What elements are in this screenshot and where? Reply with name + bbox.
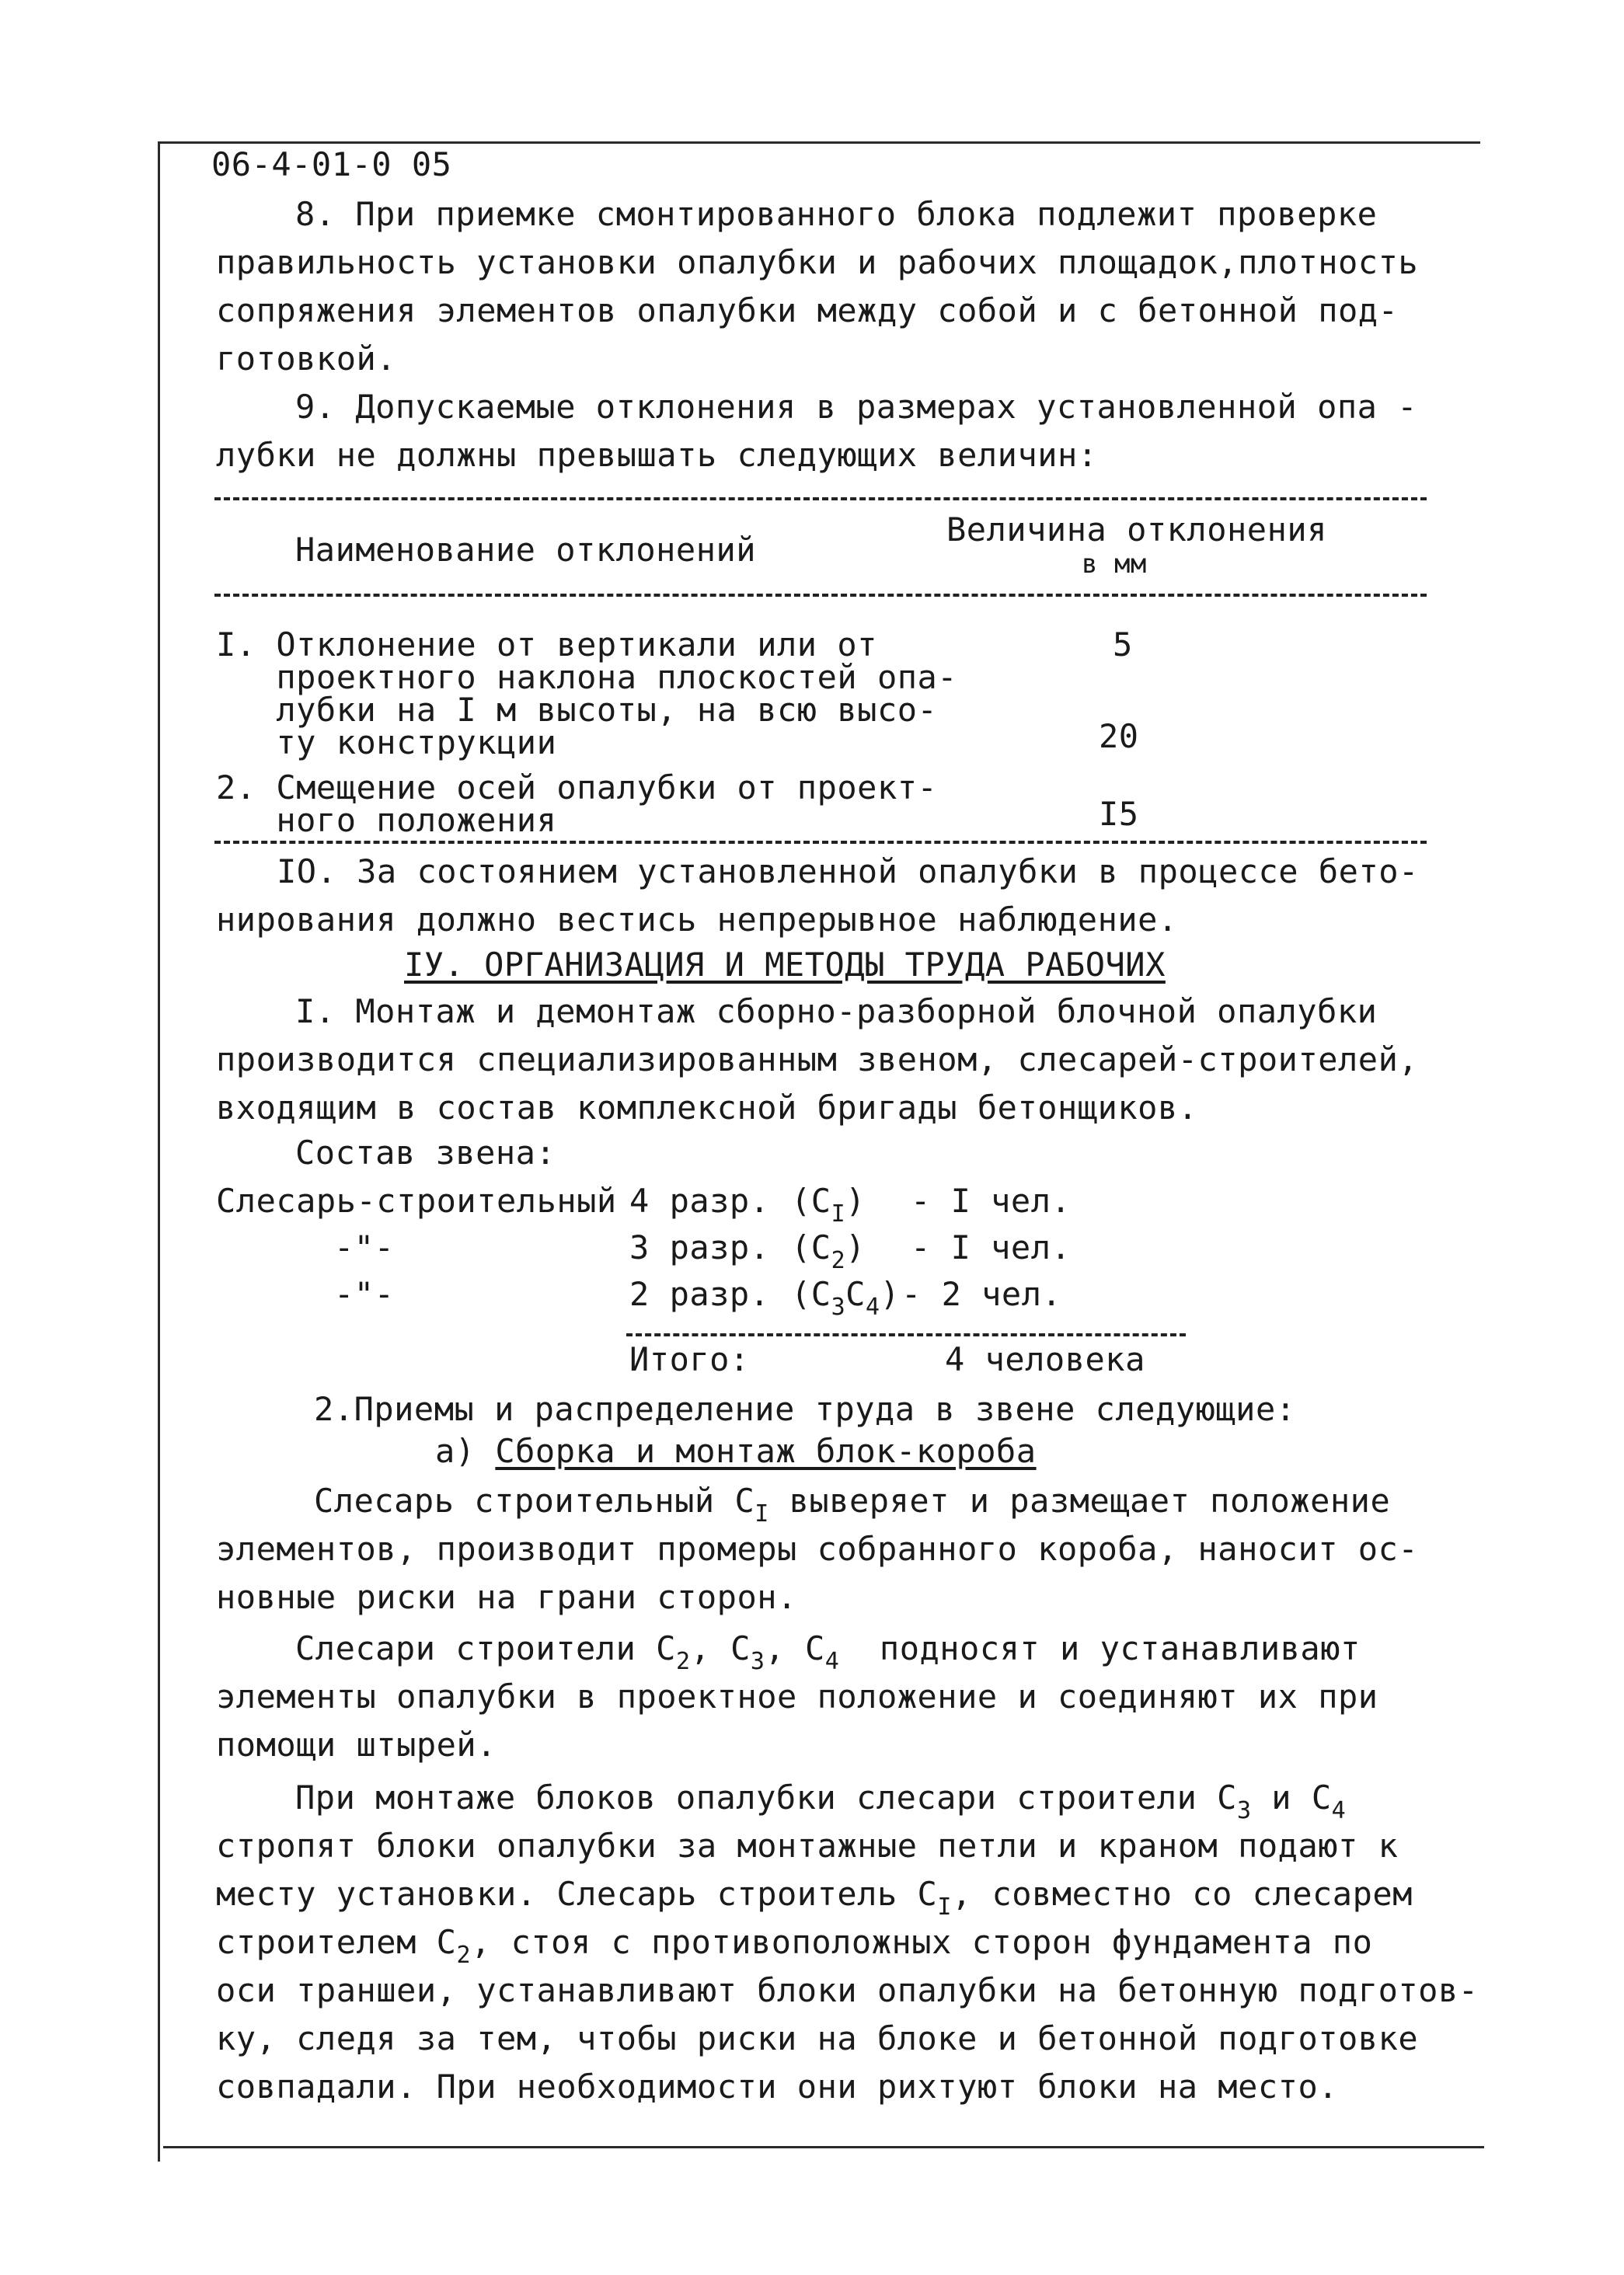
document-code: 06-4-01-0 05 xyxy=(211,145,452,183)
page-left-border xyxy=(158,141,160,2162)
table-row1-line1: I. Отклонение от вертикали или от xyxy=(216,625,877,664)
s4p2-p3-line2: стропят блоки опалубки за монтажные петли и краном подают к xyxy=(216,1827,1399,1865)
para8-line1: 8. При приемке смонтированного блока подлежит проверке xyxy=(295,195,1378,233)
crew-row3-name: -"- xyxy=(334,1275,395,1313)
table-row2-value1: I5 xyxy=(1099,795,1139,833)
para10-line1: IO. За состоянием установленной опалубки в процессе бето- xyxy=(277,852,1419,890)
s4p2-p2-line2: элементы опалубки в проектное положение и соединяют их при xyxy=(216,1678,1378,1716)
table-bottom-rule xyxy=(214,841,1427,844)
s4p2-p1-line3: новные риски на грани сторон. xyxy=(216,1578,797,1616)
crew-row2-count: - I чел. xyxy=(911,1228,1072,1266)
para9-line2: лубки не должны превышать следующих величин: xyxy=(216,436,1098,474)
s4p2-heading: 2.Приемы и распределение труда в звене следующие: xyxy=(314,1390,1296,1428)
table-top-rule xyxy=(214,497,1427,500)
crew-total-label: Итого: xyxy=(629,1340,750,1378)
table-row1-line3: лубки на I м высоты, на всю высо- xyxy=(216,691,938,729)
crew-row1-name: Слесарь-строительный xyxy=(216,1182,617,1220)
s4p2-p3-line5: оси траншеи, устанавливают блоки опалубки на бетонную подготов- xyxy=(216,1971,1479,2009)
table-row1-value1: 5 xyxy=(1113,625,1133,664)
table-row1-line4: ту конструкции xyxy=(216,723,557,761)
s4p1-line2: производится специализированным звеном, слесарей-строителей, xyxy=(216,1040,1419,1078)
page-bottom-border xyxy=(163,2146,1484,2148)
table-row1-line2: проектного наклона плоскостей опа- xyxy=(216,658,958,696)
para10-line2: нирования должно вестись непрерывное наблюдение. xyxy=(216,901,1178,939)
s4p2-p3-line3: месту установки. Слесарь строитель $C_I$, совместно со слесарем xyxy=(216,1875,1413,1921)
table-header-value-2: в мм xyxy=(1082,549,1147,580)
s4p2-p1-line1: Слесарь строительный $C_I$ выверяет и размещает положение xyxy=(314,1482,1391,1528)
table-row2-line2: ного положения xyxy=(216,801,557,839)
para8-line3: сопряжения элементов опалубки между собой и с бетонной под- xyxy=(216,291,1399,329)
s4p2-p2-line1: Слесари строители $C_2$, $C_3$, $C_4$ подносят и устанавливают xyxy=(295,1629,1361,1675)
table-header-rule xyxy=(214,594,1427,597)
crew-total-value: 4 человека xyxy=(945,1340,1145,1378)
page-top-border xyxy=(159,141,1480,144)
table-row2-line1: 2. Смещение осей опалубки от проект- xyxy=(216,768,938,807)
section4-title: IУ. ОРГАНИЗАЦИЯ И МЕТОДЫ ТРУДА РАБОЧИХ xyxy=(404,946,1166,984)
s4p2-p3-line6: ку, следя за тем, чтобы риски на блоке и бетонной подготовке xyxy=(216,2019,1419,2057)
s4p2-p3-line7: совпадали. При необходимости они рихтуют блоки на место. xyxy=(216,2068,1339,2106)
crew-row1-count: - I чел. xyxy=(911,1182,1072,1220)
table-header-name: Наименование отклонений xyxy=(295,531,757,569)
s4p1-line3: входящим в состав комплексной бригады бетонщиков. xyxy=(216,1089,1198,1127)
crew-row3-code: $(C_3C_4)$ xyxy=(791,1275,901,1321)
s4p1-line1: I. Монтаж и демонтаж сборно-разборной блочной опалубки xyxy=(295,992,1378,1030)
crew-heading: Состав звена: xyxy=(295,1134,556,1172)
crew-row2-grade: 3 разр. xyxy=(629,1228,770,1266)
crew-row1-grade: 4 разр. xyxy=(629,1182,770,1220)
para8-line4: готовкой. xyxy=(216,340,397,378)
crew-row3-count: - 2 чел. xyxy=(901,1275,1062,1313)
crew-row1-code: $(C_I)$ xyxy=(791,1182,866,1228)
s4p2-p3-line4: строителем $C_2$, стоя с противоположных сторон фундамента по xyxy=(216,1923,1373,1969)
s4p2-p2-line3: помощи штырей. xyxy=(216,1726,497,1764)
crew-row2-name: -"- xyxy=(334,1228,395,1266)
s4p2-p1-line2: элементов, производит промеры собранного короба, наносит ос- xyxy=(216,1530,1419,1568)
crew-row2-code: $(C_2)$ xyxy=(791,1228,866,1274)
s4p2-p3-line1: При монтаже блоков опалубки слесари строители $C_3$ и $C_4$ xyxy=(295,1779,1347,1824)
s4p2-sub-a-title: Сборка и монтаж блок-короба xyxy=(495,1432,1037,1470)
para9-line1: 9. Допускаемые отклонения в размерах установленной опа - xyxy=(295,388,1418,426)
para8-line2: правильность установки опалубки и рабочих площадок,плотность xyxy=(216,243,1419,281)
table-header-value-1: Величина отклонения xyxy=(946,510,1327,549)
crew-row3-grade: 2 разр. xyxy=(629,1275,770,1313)
s4p2-sub-a: а) Сборка и монтаж блок-короба xyxy=(435,1432,1037,1470)
crew-total-rule xyxy=(626,1333,1186,1336)
table-row1-value2: 20 xyxy=(1099,717,1139,755)
